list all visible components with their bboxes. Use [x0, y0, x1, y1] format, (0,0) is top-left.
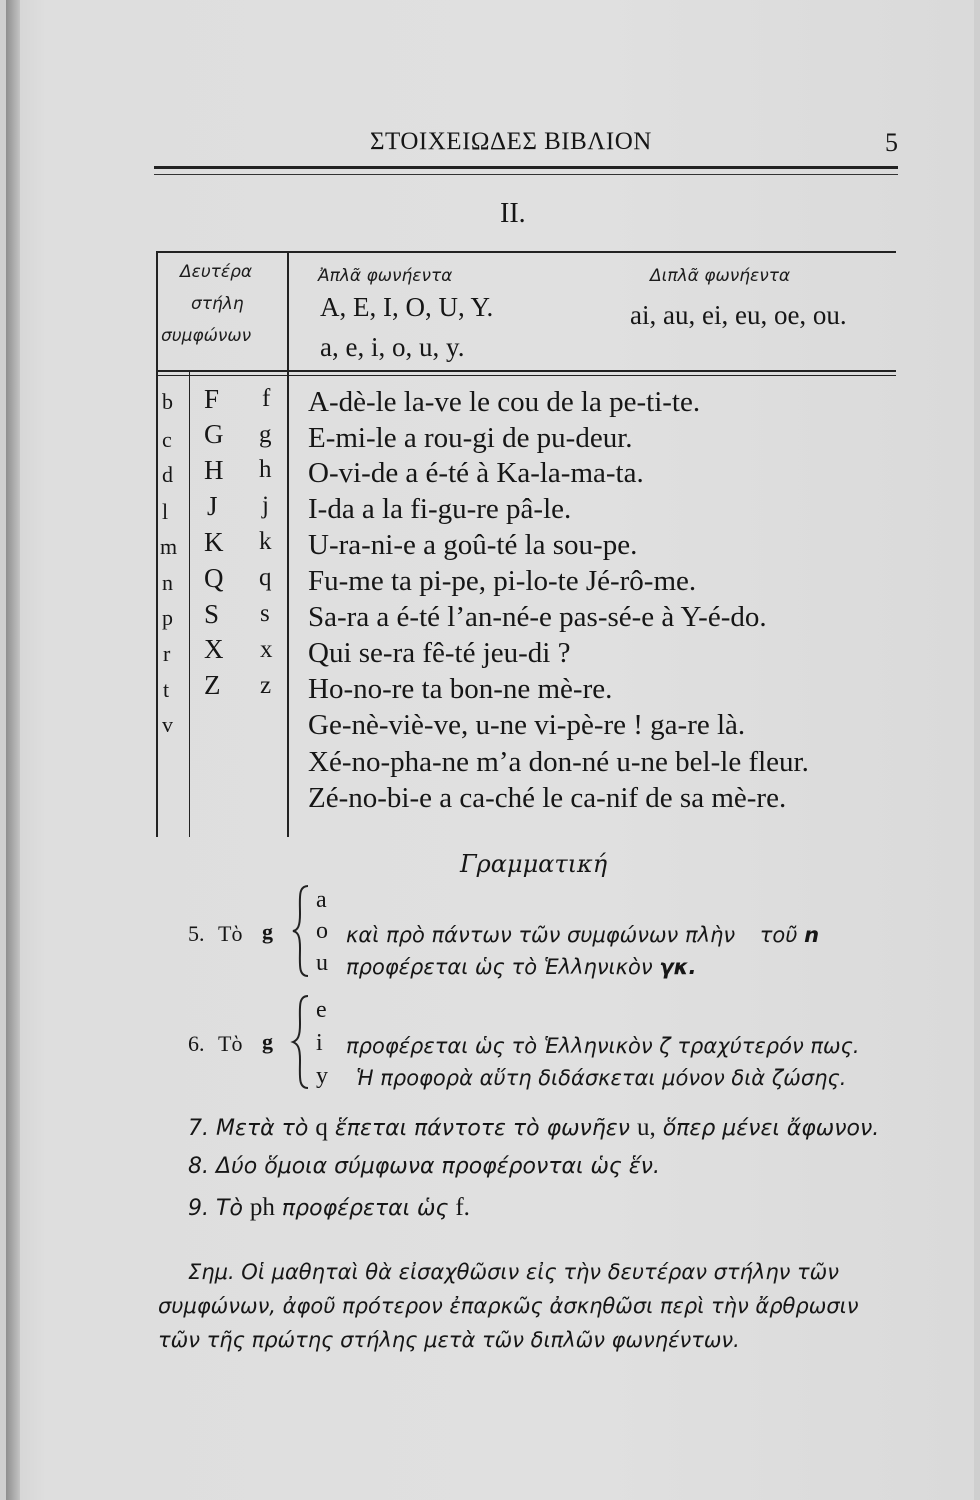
- rule5-text1-end: τοῦ: [759, 923, 798, 947]
- header-bottom-rule: [156, 370, 896, 372]
- rule8: [188, 1154, 660, 1179]
- rule6-number: 6.: [188, 1031, 205, 1056]
- consonant-upper: H: [204, 455, 224, 485]
- table-top-rule: [156, 251, 896, 253]
- consonant-lower: p: [162, 605, 173, 630]
- header-rule-thick: [154, 166, 898, 169]
- consonant-upper: Z: [204, 670, 221, 700]
- consonant-pair: f: [262, 385, 271, 412]
- rule5-text1-letter: n: [804, 923, 820, 947]
- rule5-lead: Τὸ: [218, 921, 243, 946]
- rule5-text1: [346, 923, 819, 947]
- col1-header-line3: συμφώνων: [161, 326, 252, 346]
- rule6-vowel: y: [316, 1063, 328, 1089]
- rule9-letter-a: ph: [249, 1194, 275, 1221]
- rule5-text1-main: καὶ πρὸ πάντων τῶν συμφώνων πλὴν: [346, 923, 736, 947]
- consonant-pair: s: [260, 600, 270, 627]
- rule5-text2: [346, 955, 697, 979]
- rule5-vowel: a: [316, 887, 327, 913]
- rule6-vowel: e: [316, 997, 327, 1023]
- rule5-letter: g: [262, 919, 273, 944]
- rule5-vowel: u: [316, 950, 328, 976]
- rule7: [188, 1114, 879, 1142]
- rule8-text: Δύο ὅμοια σύμφωνα προφέρονται ὡς ἕν.: [216, 1154, 660, 1179]
- consonant-lower: m: [160, 534, 178, 559]
- running-head: [154, 128, 898, 168]
- reading-sentence: Ho-no-re ta bon-ne mè-re.: [308, 673, 613, 705]
- consonant-lower: v: [162, 712, 173, 737]
- rule6-text1: προφέρεται ὡς τὸ Ἑλληνικὸν ζ τραχύτερόν πως.: [346, 1034, 860, 1058]
- section-numeral: II.: [500, 198, 526, 229]
- col1-header-line1: Δευτέρα: [180, 262, 253, 282]
- rule7-text-b: ἕπεται πάντοτε τὸ φωνῆεν: [334, 1116, 630, 1141]
- consonant-upper: S: [204, 599, 220, 629]
- reading-sentence: Ge-nè-viè-ve, u-ne vi-pè-re ! ga-re là.: [308, 709, 746, 741]
- consonant-pair: j: [262, 492, 269, 519]
- consonant-pair: k: [259, 528, 272, 555]
- consonant-pair: z: [260, 672, 272, 699]
- consonant-upper: X: [204, 634, 224, 664]
- consonant-col-rule: [189, 372, 190, 837]
- grammar-title: Γραμματική: [460, 850, 608, 878]
- header-rule-thin: [154, 174, 898, 175]
- consonant-upper: J: [207, 491, 218, 521]
- consonant-pair: q: [259, 564, 272, 591]
- rule5-vowel: o: [316, 918, 328, 944]
- consonant-upper: F: [204, 384, 220, 414]
- running-head-title: ΣΤΟΙΧΕΙΩΔΕΣ ΒΙΒΛΙΟΝ: [370, 128, 652, 155]
- simple-vowels-upper: A, E, I, O, U, Y.: [320, 292, 494, 322]
- rule6-text2: Ἡ προφορὰ αὕτη διδάσκεται μόνον διὰ ζώσης.: [356, 1066, 847, 1090]
- rule9-letter-b: f.: [455, 1194, 470, 1221]
- note-line: τῶν τῆς πρώτης στήλης μετὰ τῶν διπλῶν φωνηέντων.: [158, 1328, 740, 1352]
- consonant-upper: Q: [204, 563, 224, 593]
- reading-sentence: Qui se-ra fê-té jeu-di ?: [308, 637, 571, 669]
- consonant-lower: t: [163, 677, 170, 702]
- rule5-text2-main: προφέρεται ὡς τὸ Ἑλληνικὸν: [346, 955, 653, 979]
- consonant-lower: r: [163, 641, 171, 666]
- page-binding-edge: [6, 0, 20, 1500]
- note-line: συμφώνων, ἀφοῦ πρότερον ἐπαρκῶς ἀσκηθῶσι περὶ τὴν ἄρθρωσιν: [158, 1294, 859, 1318]
- rule9: [188, 1194, 470, 1222]
- rule7-text-a: Μετὰ τὸ: [216, 1116, 309, 1141]
- table-divider-rule: [287, 251, 289, 837]
- simple-vowels-lower: a, e, i, o, u, y.: [320, 332, 465, 362]
- consonant-lower: c: [162, 427, 172, 452]
- consonant-pair: g: [259, 421, 272, 448]
- rule9-text-a: Τὸ: [216, 1196, 243, 1221]
- rule7-text-c: ὅπερ μένει ἄφωνον.: [662, 1116, 880, 1141]
- rule6-letter: g: [262, 1029, 273, 1054]
- reading-sentence: Fu-me ta pi-pe, pi-lo-te Jé-rô-me.: [308, 565, 697, 597]
- rule5-brace-icon: [290, 884, 312, 978]
- table-left-rule: [156, 251, 158, 837]
- consonant-lower: n: [162, 570, 173, 595]
- consonant-lower: l: [162, 499, 169, 524]
- rule6-brace-icon: [290, 994, 312, 1090]
- header-bottom-rule-thin: [156, 375, 896, 376]
- double-vowels-row: ai, au, ei, eu, oe, ou.: [630, 300, 847, 330]
- rule9-text-b: προφέρεται ὡς: [281, 1196, 449, 1221]
- reading-sentence: Xé-no-pha-ne m’a don-né u-ne bel-le fleur.: [308, 746, 809, 778]
- reading-sentence: I-da a la fi-gu-re pâ-le.: [308, 493, 572, 525]
- rule7-number: 7.: [188, 1116, 209, 1141]
- rule8-number: 8.: [188, 1154, 209, 1179]
- rule5-text2-end: γκ.: [659, 955, 697, 979]
- reading-sentence: Sa-ra a é-té l’an-né-e pas-sé-e à Y-é-do.: [308, 601, 767, 633]
- reading-sentence: A-dè-le la-ve le cou de la pe-ti-te.: [308, 386, 701, 418]
- reading-sentence: E-mi-le a rou-gi de pu-deur.: [308, 422, 633, 454]
- consonant-lower: b: [162, 389, 173, 414]
- note-line: Σημ. Οἱ μαθηταὶ θὰ εἰσαχθῶσιν εἰς τὴν δευτέραν στήλην τῶν: [188, 1260, 839, 1284]
- rule5-number: 5.: [188, 921, 205, 946]
- reading-sentence: O-vi-de a é-té à Ka-la-ma-ta.: [308, 457, 644, 489]
- simple-vowels-label: Ἀπλᾶ φωνήεντα: [318, 266, 453, 286]
- reading-sentence: U-ra-ni-e a goû-té la sou-pe.: [308, 529, 638, 561]
- reading-sentence: Zé-no-bi-e a ca-ché le ca-nif de sa mè-re.: [308, 782, 787, 814]
- rule7-letter-a: q: [315, 1114, 328, 1141]
- rule7-letter-b: u,: [636, 1114, 656, 1141]
- rule6-lead: Τὸ: [218, 1031, 243, 1056]
- rule9-number: 9.: [188, 1196, 209, 1221]
- consonant-lower: d: [162, 462, 173, 487]
- consonant-pair: x: [260, 636, 273, 663]
- page-number: 5: [885, 128, 898, 157]
- rule6-vowel: i: [316, 1030, 323, 1056]
- col1-header-line2: στήλη: [191, 294, 244, 314]
- consonant-upper: K: [204, 527, 224, 557]
- double-vowels-label: Διπλᾶ φωνήεντα: [650, 266, 791, 286]
- consonant-pair: h: [259, 456, 272, 483]
- consonant-upper: G: [204, 419, 224, 449]
